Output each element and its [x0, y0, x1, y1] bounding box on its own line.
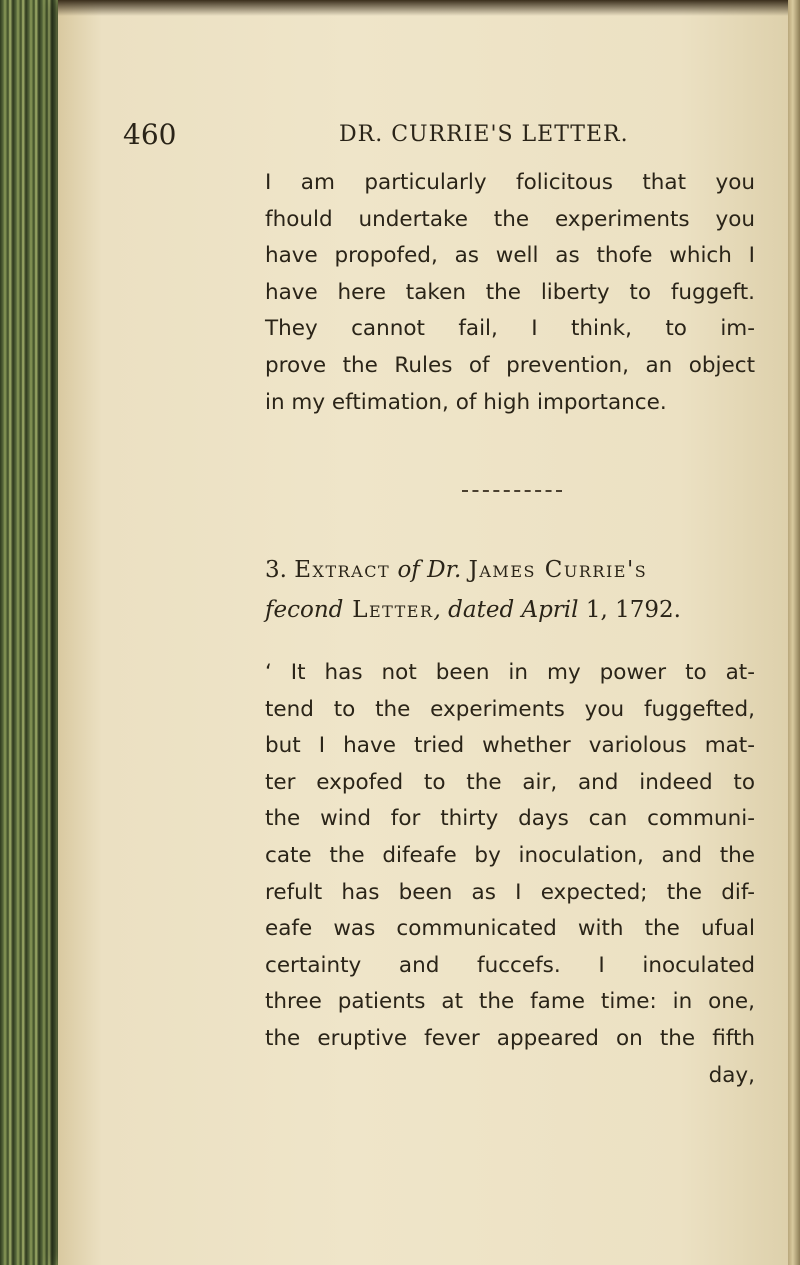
page-number: 460 [123, 118, 177, 151]
heading-number: 3. [265, 557, 295, 583]
text-line: prove the Rules of prevention, an object [265, 352, 755, 378]
heading-author: James Currie's [468, 557, 648, 583]
paragraph-2 [265, 655, 755, 1094]
text-line: cate the difeafe by inoculation, and the [265, 842, 755, 868]
text-line: the wind for thirty days can communi- [265, 806, 755, 832]
text-line: have propofed, as well as thofe which I [265, 243, 755, 269]
book-edge-right [788, 0, 800, 1265]
text-line: have here taken the liberty to fuggeft. [265, 279, 755, 305]
text-line: the eruptive fever appeared on the fifth [265, 1025, 755, 1051]
text-line: three patients at the fame time: in one, [265, 989, 755, 1015]
text-line: refult has been as I expected; the dif- [265, 879, 755, 905]
page-top-shadow [58, 0, 800, 16]
heading-dated: , dated April [433, 597, 579, 623]
heading-extract: Extract [294, 557, 391, 583]
text-line: ‘ It has not been in my power to at- [265, 660, 755, 685]
heading-date: 1, 1792. [578, 597, 681, 623]
text-line: fhould undertake the experiments you [265, 206, 755, 232]
heading-letter: Letter [343, 597, 434, 623]
text-line: certainty and fuccefs. I inoculated [265, 952, 755, 978]
running-head: DR. CURRIE'S LETTER. [339, 122, 629, 147]
section-separator [462, 490, 562, 492]
catchword: day, [708, 1062, 755, 1088]
text-line: tend to the experiments you fuggefted, [265, 696, 755, 722]
heading-of-dr: of Dr. [390, 557, 469, 583]
extract-heading [265, 550, 755, 630]
heading-second: fecond [265, 597, 344, 623]
page-header [123, 118, 763, 158]
heading-line-2 [265, 590, 755, 630]
text-line: I am particularly folicitous that you [265, 170, 755, 195]
paragraph-1 [265, 165, 755, 421]
text-line: ter expofed to the air, and indeed to [265, 769, 755, 795]
text-line: They cannot fail, I think, to im- [265, 316, 755, 342]
text-line: in my eftimation, of high importance. [265, 389, 667, 415]
text-line: but I have tried whether variolous mat- [265, 733, 755, 759]
heading-line-1 [265, 550, 755, 590]
text-line: eafe was communicated with the ufual [265, 916, 755, 942]
